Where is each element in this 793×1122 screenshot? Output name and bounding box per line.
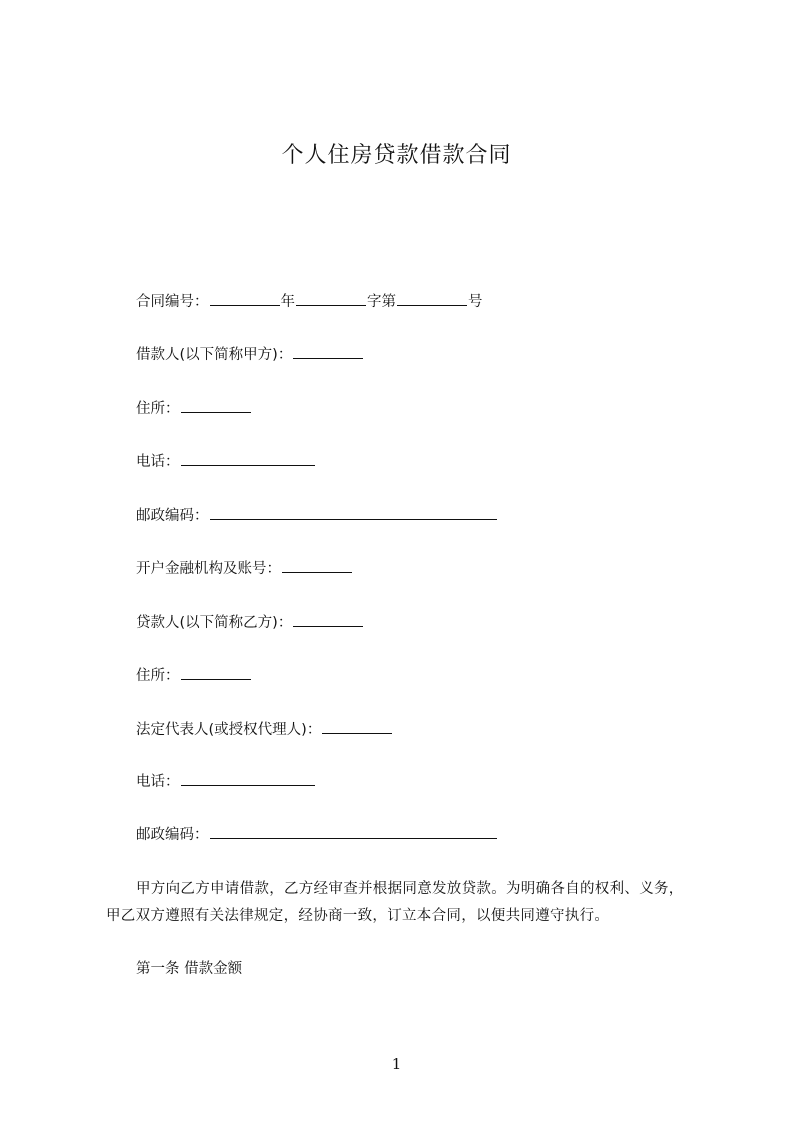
lender-address-line bbox=[136, 664, 252, 687]
contract-number-no: 号 bbox=[468, 294, 483, 310]
borrower-postcode-line bbox=[136, 504, 498, 527]
document-title: 个人住房贷款借款合同 bbox=[281, 143, 512, 168]
lender-phone-line bbox=[136, 770, 316, 793]
lender-address-blank bbox=[181, 664, 251, 680]
borrower-label: 借款人(以下简称甲方)： bbox=[136, 347, 293, 363]
contract-number-blank-2 bbox=[296, 290, 366, 306]
borrower-line bbox=[136, 343, 364, 366]
contract-number-blank-1 bbox=[210, 290, 280, 306]
borrower-blank bbox=[293, 343, 363, 359]
lender-label: 贷款人(以下简称乙方)： bbox=[136, 615, 293, 631]
lender-postcode-blank bbox=[210, 823, 497, 839]
lender-address-label: 住所： bbox=[136, 668, 180, 684]
contract-number-blank-3 bbox=[397, 290, 467, 306]
legal-rep-line bbox=[136, 718, 393, 741]
borrower-phone-label: 电话： bbox=[136, 454, 180, 470]
borrower-postcode-label: 邮政编码： bbox=[136, 508, 209, 524]
borrower-phone-line bbox=[136, 450, 316, 473]
lender-postcode-label: 邮政编码： bbox=[136, 827, 209, 843]
lender-line bbox=[136, 611, 364, 634]
lender-blank bbox=[293, 611, 363, 627]
borrower-address-label: 住所： bbox=[136, 401, 180, 417]
contract-number-line bbox=[136, 290, 483, 313]
borrower-phone-blank bbox=[181, 450, 315, 466]
bank-account-line bbox=[136, 557, 353, 580]
lender-phone-blank bbox=[181, 770, 315, 786]
contract-number-word-no: 字第 bbox=[367, 294, 396, 310]
borrower-postcode-blank bbox=[210, 504, 497, 520]
contract-number-label: 合同编号： bbox=[136, 294, 209, 310]
lender-postcode-line bbox=[136, 823, 498, 846]
lender-phone-label: 电话： bbox=[136, 774, 180, 790]
bank-account-blank bbox=[282, 557, 352, 573]
legal-rep-label: 法定代表人(或授权代理人)： bbox=[136, 722, 322, 738]
page-number: 1 bbox=[391, 1055, 402, 1073]
intro-paragraph: 甲方向乙方申请借款，乙方经审查并根据同意发放贷款。为明确各自的权利、义务，甲乙双方遵照有关法律规定，经协商一致，订立本合同，以便共同遵守执行。 bbox=[106, 881, 684, 924]
article-1-heading: 第一条 借款金额 bbox=[136, 961, 243, 977]
legal-rep-blank bbox=[322, 718, 392, 734]
borrower-address-line bbox=[136, 397, 252, 420]
bank-account-label: 开户金融机构及账号： bbox=[136, 561, 281, 577]
borrower-address-blank bbox=[181, 397, 251, 413]
contract-number-year: 年 bbox=[280, 294, 295, 310]
